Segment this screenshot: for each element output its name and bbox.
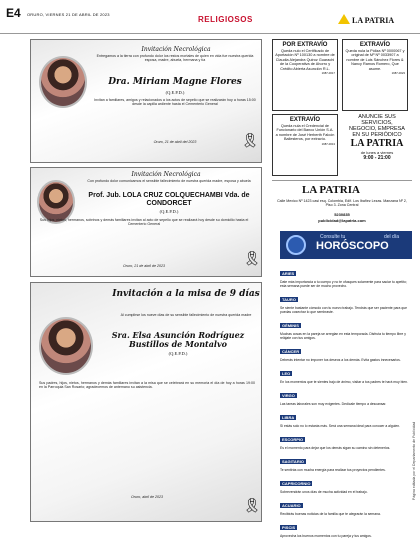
obituary-body: Sus padres, hijos, nietos, hermanos y demás familiares invitan a la misa que se celebrará en su memoria el día de hoy a horas 19:00 en la Parroquia San Rosario; agradecemos de antemano su asistencia.: [39, 381, 255, 390]
obituary-footer: Oruro, 21 de abril del 2023: [153, 140, 197, 144]
classified-title: EXTRAVÍO: [289, 117, 321, 123]
advertise-banner[interactable]: [342, 114, 412, 176]
obituary-heading: Invitación Necrológica: [141, 46, 211, 53]
page-number: E4: [6, 6, 21, 20]
qepd: (Q.E.P.D.): [168, 351, 188, 356]
deceased-name: Sra. Elsa Asunción Rodríguez Bustillos de Montalvo: [111, 330, 245, 349]
sign-name: LIBRA: [282, 415, 295, 420]
obituary-intro: Con profundo dolor comunicamos el sensible fallecimiento de nuestra querida madre, esposa y abuela: [87, 179, 251, 183]
date-line: ORURO, VIERNES 21 DE ABRIL DE 2023: [27, 12, 110, 17]
horoscope-escorpio: [280, 428, 410, 450]
obituary-body: Sus hijos, nietos, hermanos, sobrinos y demás familiares invitan al acto de sepelio que se realizará hoy desde su domicilio hasta el Cementerio General: [39, 218, 249, 227]
horoscope-aries: [280, 262, 410, 288]
ad-hours: 9:00 - 21:00: [363, 155, 391, 161]
horoscope-geminis: [280, 314, 410, 340]
obituary-notice-1: [30, 39, 262, 163]
newspaper-logo[interactable]: [338, 14, 414, 28]
section-title: RELIGIOSOS: [198, 15, 253, 24]
sign-text: Se siente bastante cómodo con tu nuevo trabajo. Tendrás que ser paciente para que puedas cosechar lo que sembraste.: [280, 306, 407, 314]
horoscope-cancer: [280, 340, 410, 362]
sign-text: Te sentirás con mucha energía para realizar tus proyectos pendientes.: [280, 468, 386, 472]
sign-text: En los momentos que te sientes bajo de ánimo, visitar a tus padres te hará muy bien.: [280, 380, 408, 384]
logo-text: LA PATRIA: [352, 16, 395, 25]
ad-line-1: ANUNCIE SUS: [358, 114, 396, 120]
sign-name: LEO: [282, 371, 291, 376]
sign-name: SAGITARIO: [282, 459, 304, 464]
mourning-ribbon-icon: 🎗: [243, 250, 261, 266]
obituary-notice-2: [30, 167, 262, 277]
contact-phone[interactable]: 5230835: [334, 212, 350, 217]
horoscope-list: [280, 262, 410, 538]
horoscope-piscis: [280, 516, 410, 538]
classified-code: 1987-0017: [321, 71, 335, 76]
sign-name: CÁNCER: [282, 349, 300, 354]
classified-body: Queda nula la Póliza Nº 0000067 y original de Mº Nº 0033907 a nombre de Luis Sánchez Flores & Nancy Ramos Romero, Que asume.: [345, 49, 405, 71]
classified-title: POR EXTRAVÍO: [282, 42, 328, 48]
deceased-name: Prof. Jub. LOLA CRUZ COLQUECHAMBI Vda. de CONDORCET: [88, 192, 250, 207]
ad-line-3: NEGOCIO, EMPRESA: [349, 126, 405, 132]
classified-body: Queda nulo el Certificado de Aportación Nº 100130 a nombre de Claudia Alejandra Quiroz Guarachi de la Cooperativa de Ahorro y Crédito Abierta Asunción R.L.: [275, 49, 335, 71]
contact-box: [272, 180, 412, 228]
zodiac-wheel-icon: [286, 235, 306, 255]
classified-code: 1987-0013: [321, 141, 335, 146]
sign-name: PISCIS: [282, 525, 296, 530]
horoscope-title: HORÓSCOPO: [316, 240, 389, 252]
sign-name: CAPRICORNIO: [282, 481, 311, 486]
sign-name: VIRGO: [282, 393, 295, 398]
classified-title: EXTRAVÍO: [359, 42, 391, 48]
sign-name: TAURO: [282, 297, 296, 302]
horoscope-leo: [280, 362, 410, 384]
horoscope-virgo: [280, 384, 410, 406]
horoscope-banner: [280, 231, 412, 259]
obituary-intro: Entregamos a la tierra con profundo dolor los restos mortales de quien en vida fue nuestra querida esposa, madre, abuela, hermana y tía: [96, 54, 254, 63]
obituary-heading: Invitación a la misa de 9 días: [112, 289, 260, 299]
obituary-heading: Invitación Necrológica: [131, 171, 201, 178]
sign-text: Aprovecha los buenos momentos con tu pareja y tus amigos.: [280, 534, 372, 538]
qepd: (Q.E.P.D.): [165, 90, 185, 95]
classified-body: Queda nula el Credencial de Funcionario del Banco Unión S.A. a nombre de José Herberth Falcón Ballesteros, por extravío.: [275, 124, 335, 142]
obituary-photo: [39, 56, 87, 108]
sign-text: Sobrevendrán unos días de mucha actividad en el trabajo.: [280, 490, 368, 494]
classified-1: [272, 39, 338, 111]
ad-logo: LA PATRIA: [350, 138, 404, 149]
sign-text: Es el momento para dejar que los demás sigan su camino sin detenerlos.: [280, 446, 391, 450]
ad-line-4: EN SU PERIÓDICO: [352, 132, 402, 138]
deceased-name: Dra. Miriam Magne Flores: [108, 77, 242, 87]
sign-text: Si estás solo no lo estarás más. Será una semana ideal para conocer a alguien.: [280, 424, 401, 428]
horoscope-acuario: [280, 494, 410, 516]
sign-name: ARIES: [282, 271, 295, 276]
classified-2: [342, 39, 408, 111]
mourning-ribbon-icon: 🎗: [243, 497, 261, 513]
sign-name: ACUARIO: [282, 503, 301, 508]
classified-3: [272, 114, 338, 176]
sign-text: Las tareas laborales son muy exigentes. Dedícale tiempo a descansar.: [280, 402, 387, 406]
ad-line-2: SERVICIOS,: [361, 120, 393, 126]
sign-name: ESCORPIO: [282, 437, 304, 442]
contact-address: Calle Mexico Nº 1423 casi esq. Colombia, Edif. Los Ibañez Lezas. Manzana Nº 2, Piso 3. Zona Central: [277, 199, 407, 208]
sign-text: Deberás intentar no imponer tus deseos a los demás. Evita gastos innecesarios.: [280, 358, 401, 362]
page-header: [0, 0, 420, 34]
sign-text: Date más importancia a tu cuerpo y no te ofusques solamente para saciar tu apetito; esta semana puede ser de mucho provecho.: [280, 280, 407, 288]
obituary-notice-3: [30, 282, 262, 522]
contact-logo: LA PATRIA: [302, 184, 360, 196]
obituary-body: Invitan a familiares, amigos y relacionados a los actos de sepelio que se realizarán hoy a horas 15:00 desde la capilla ardiente hasta el Cementerio General: [94, 98, 256, 107]
horoscope-suffix: del día: [384, 234, 400, 240]
horoscope-tauro: [280, 288, 410, 314]
obituary-photo: [39, 317, 93, 375]
sign-name: GÉMINIS: [282, 323, 299, 328]
mourning-ribbon-icon: 🎗: [241, 132, 259, 148]
contact-email[interactable]: publicidad@lapatria.com: [318, 218, 366, 223]
sign-text: Recibirás buenas noticias de la familia que te alegrarán la semana.: [280, 512, 381, 516]
horoscope-subtitle: Consulte tu: [320, 234, 346, 240]
side-credit: Página editada por el Departamento de Publicidad: [412, 421, 416, 500]
obituary-footer: Oruro, 21 de abril de 2023: [123, 264, 165, 268]
horoscope-libra: [280, 406, 410, 428]
sign-text: Muchas cosas en la pareja se arreglan en esta temporada. Disfruta tu tiempo libre y relájate con tus amigos.: [280, 332, 406, 340]
classified-code: 1987-0023: [391, 71, 405, 76]
horoscope-sagitario: [280, 450, 410, 472]
qepd: (Q.E.P.D.): [159, 209, 179, 214]
obituary-footer: Oruro, abril de 2023: [131, 495, 163, 499]
horoscope-capricornio: [280, 472, 410, 494]
ad-hours-label: de lunes a viernes: [360, 150, 394, 155]
obituary-intro: Al cumplirse los nueve días de su sensible fallecimiento de nuestra querida madre: [120, 313, 252, 317]
logo-icon: [338, 14, 350, 24]
